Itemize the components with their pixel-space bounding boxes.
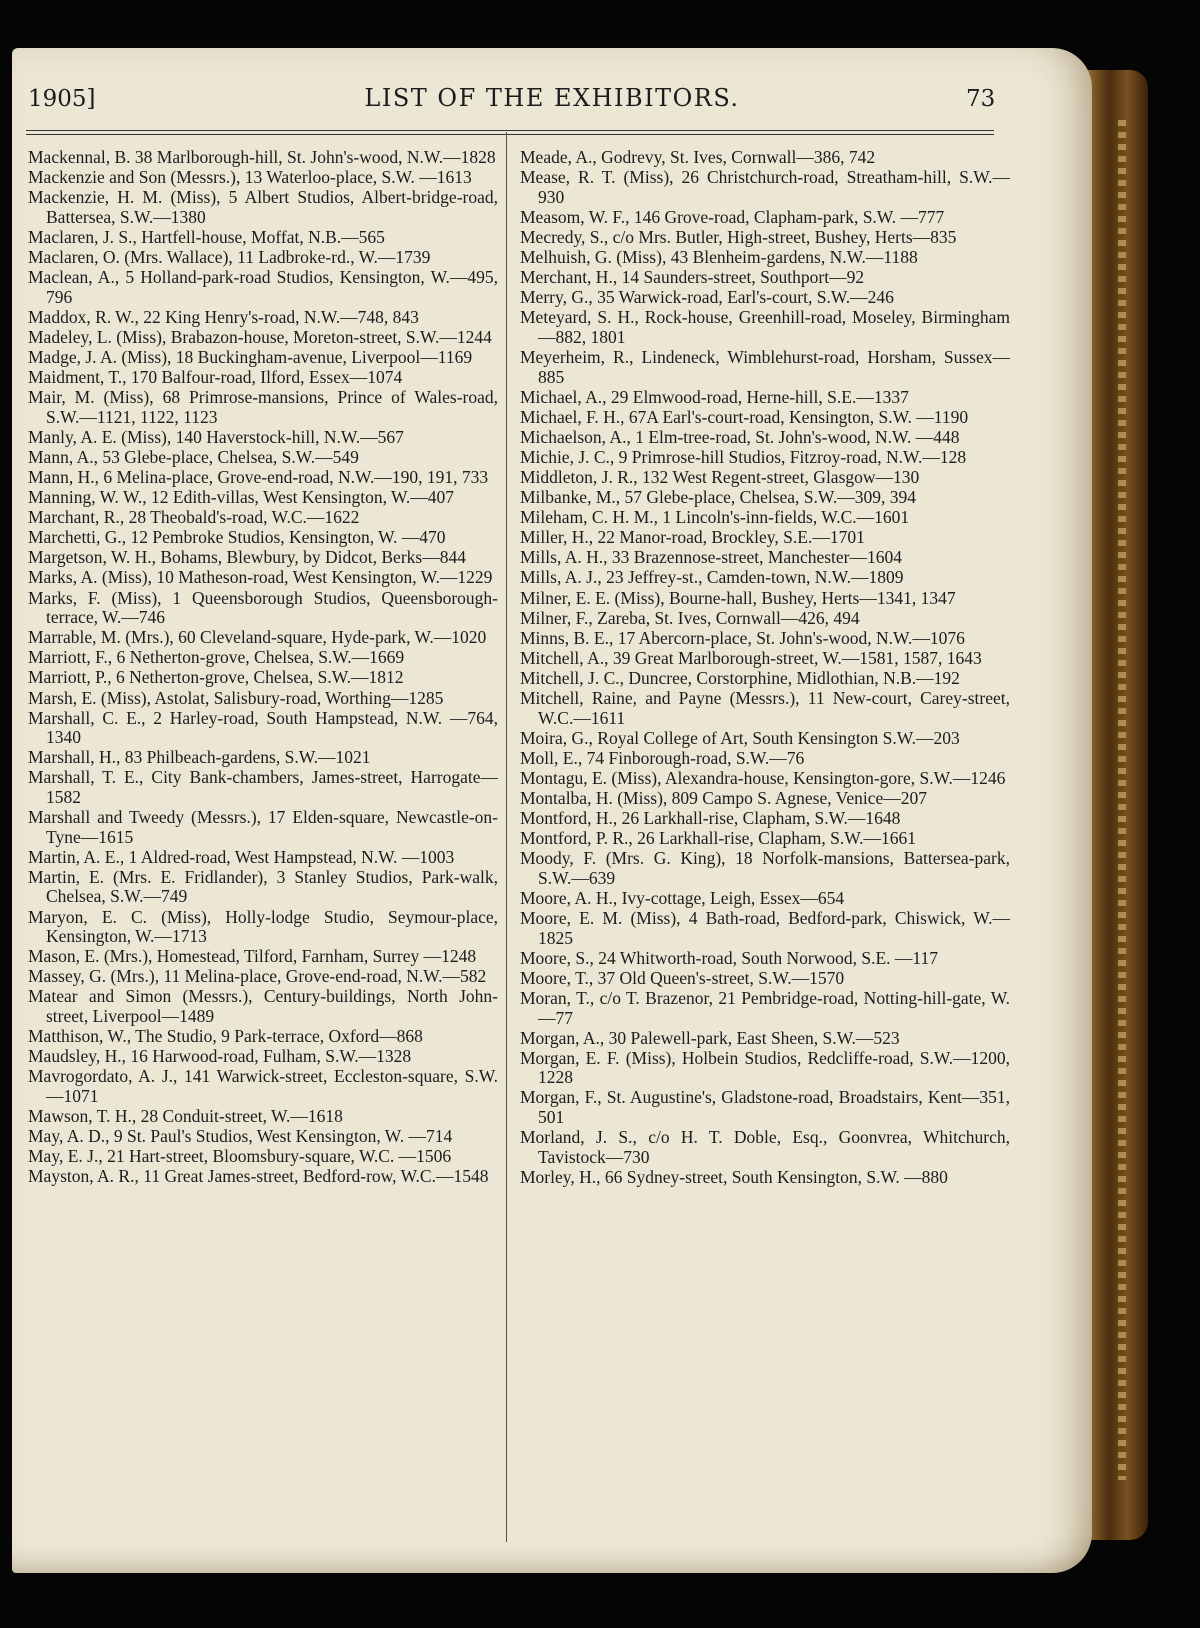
header-rule bbox=[26, 134, 994, 135]
exhibitor-entry: Milner, F., Zareba, St. Ives, Cornwall—426, 494 bbox=[520, 607, 860, 628]
exhibitor-entry: Michael, A., 29 Elmwood-road, Herne-hill, S.E.—1337 bbox=[520, 386, 909, 407]
exhibitor-entry: Merry, G., 35 Warwick-road, Earl's-court, S.W.—246 bbox=[520, 287, 894, 308]
exhibitor-entry: Mawson, T. H., 28 Conduit-street, W.—1618 bbox=[28, 1106, 343, 1126]
exhibitor-entry: Marshall, H., 83 Philbeach-gardens, S.W.—1021 bbox=[28, 747, 371, 768]
exhibitor-entry: Moody, F. (Mrs. G. King), 18 Norfolk-mansions, Battersea-park, S.W.—639 bbox=[520, 848, 1010, 888]
exhibitor-entry: Michaelson, A., 1 Elm-tree-road, St. John's-wood, N.W. —448 bbox=[520, 426, 960, 447]
exhibitor-entry: Minns, B. E., 17 Abercorn-place, St. John's-wood, N.W.—1076 bbox=[520, 627, 965, 648]
exhibitor-entry: Maidment, T., 170 Balfour-road, Ilford, Essex—1074 bbox=[28, 367, 403, 388]
exhibitor-entry: Mileham, C. H. M., 1 Lincoln's-inn-fields, W.C.—1601 bbox=[520, 507, 910, 528]
exhibitor-entry: Michie, J. C., 9 Primrose-hill Studios, Fitzroy-road, N.W.—128 bbox=[520, 446, 967, 467]
exhibitor-entry: Moore, A. H., Ivy-cottage, Leigh, Essex—654 bbox=[520, 887, 845, 908]
exhibitor-entry: May, E. J., 21 Hart-street, Bloomsbury-square, W.C. —1506 bbox=[28, 1146, 452, 1167]
exhibitor-entry: Marks, F. (Miss), 1 Queensborough Studios, Queensborough-terrace, W.—746 bbox=[28, 587, 498, 628]
exhibitor-entry: Marshall, T. E., City Bank-chambers, James-street, Harrogate—1582 bbox=[28, 767, 498, 807]
exhibitor-entry: Moran, T., c/o T. Brazenor, 21 Pembridge-road, Notting-hill-gate, W.—77 bbox=[520, 987, 1010, 1028]
exhibitor-entry: Maddox, R. W., 22 King Henry's-road, N.W.—748, 843 bbox=[28, 306, 419, 327]
exhibitor-entry: Measom, W. F., 146 Grove-road, Clapham-park, S.W. —777 bbox=[520, 206, 945, 227]
exhibitor-entry: Michael, F. H., 67A Earl's-court-road, Kensington, S.W. —1190 bbox=[520, 406, 969, 427]
left-column bbox=[28, 148, 498, 1187]
exhibitor-entry: Meyerheim, R., Lindeneck, Wimblehurst-road, Horsham, Sussex—885 bbox=[520, 346, 1010, 387]
exhibitor-entry: Marchetti, G., 12 Pembroke Studios, Kensington, W. —470 bbox=[28, 527, 446, 548]
exhibitor-entry: Mecredy, S., c/o Mrs. Butler, High-street, Bushey, Herts—835 bbox=[520, 226, 957, 247]
exhibitor-entry: May, A. D., 9 St. Paul's Studios, West Kensington, W. —714 bbox=[28, 1126, 453, 1147]
exhibitor-entry: Matthison, W., The Studio, 9 Park-terrace, Oxford—868 bbox=[28, 1026, 423, 1047]
exhibitor-entry: Morgan, E. F. (Miss), Holbein Studios, Redcliffe-road, S.W.—1200, 1228 bbox=[520, 1047, 1010, 1088]
exhibitor-entry: Massey, G. (Mrs.), 11 Melina-place, Grove-end-road, N.W.—582 bbox=[28, 966, 487, 987]
exhibitor-entry: Moore, T., 37 Old Queen's-street, S.W.—1570 bbox=[520, 967, 845, 988]
exhibitor-entry: Merchant, H., 14 Saunders-street, Southport—92 bbox=[520, 267, 865, 288]
page-number: 73 bbox=[966, 86, 996, 112]
exhibitor-entry: Mills, A. H., 33 Brazennose-street, Manchester—1604 bbox=[520, 547, 903, 568]
exhibitor-entry: Mann, H., 6 Melina-place, Grove-end-road, N.W.—190, 191, 733 bbox=[28, 467, 489, 487]
exhibitor-entry: Morley, H., 66 Sydney-street, South Kensington, S.W. —880 bbox=[520, 1166, 948, 1187]
exhibitor-entry: Morgan, A., 30 Palewell-park, East Sheen, S.W.—523 bbox=[520, 1027, 900, 1048]
exhibitor-entry: Mann, A., 53 Glebe-place, Chelsea, S.W.—549 bbox=[28, 446, 359, 467]
exhibitor-entry: Melhuish, G. (Miss), 43 Blenheim-gardens, N.W.—1188 bbox=[520, 246, 918, 267]
exhibitor-entry: Mills, A. J., 23 Jeffrey-st., Camden-town, N.W.—1809 bbox=[520, 567, 904, 588]
page-title: LIST OF THE EXHIBITORS. bbox=[364, 84, 740, 112]
exhibitor-entry: Martin, E. (Mrs. E. Fridlander), 3 Stanley Studios, Park-walk, Chelsea, S.W.—749 bbox=[28, 866, 498, 907]
book-page bbox=[12, 48, 1092, 1573]
exhibitor-entry: Madge, J. A. (Miss), 18 Buckingham-avenue, Liverpool—1169 bbox=[28, 346, 473, 367]
exhibitor-entry: Manly, A. E. (Miss), 140 Haverstock-hill, N.W.—567 bbox=[28, 426, 404, 447]
exhibitor-entry: Moore, S., 24 Whitworth-road, South Norwood, S.E. —117 bbox=[520, 947, 939, 968]
exhibitor-entry: Marriott, P., 6 Netherton-grove, Chelsea, S.W.—1812 bbox=[28, 667, 404, 688]
exhibitor-entry: Montford, H., 26 Larkhall-rise, Clapham, S.W.—1648 bbox=[520, 808, 901, 829]
exhibitor-entry: Marrable, M. (Mrs.), 60 Cleveland-square, Hyde-park, W.—1020 bbox=[28, 627, 487, 648]
exhibitor-entry: Mitchell, A., 39 Great Marlborough-street, W.—1581, 1587, 1643 bbox=[520, 647, 982, 668]
exhibitor-entry: Marriott, F., 6 Netherton-grove, Chelsea, S.W.—1669 bbox=[28, 647, 405, 668]
exhibitor-entry: Maclaren, J. S., Hartfell-house, Moffat, N.B.—565 bbox=[28, 226, 385, 247]
exhibitor-entry: Montalba, H. (Miss), 809 Campo S. Agnese, Venice—207 bbox=[520, 788, 928, 808]
exhibitor-entry: Mitchell, Raine, and Payne (Messrs.), 11 New-court, Carey-street, W.C.—1611 bbox=[520, 688, 1010, 728]
exhibitor-entry: Marks, A. (Miss), 10 Matheson-road, West Kensington, W.—1229 bbox=[28, 567, 493, 588]
exhibitor-entry: Mackennal, B. 38 Marlborough-hill, St. John's-wood, N.W.—1828 bbox=[28, 147, 496, 167]
page-edges bbox=[1118, 120, 1126, 1480]
exhibitor-entry: Marchant, R., 28 Theobald's-road, W.C.—1622 bbox=[28, 507, 360, 528]
exhibitor-entry: Mackenzie and Son (Messrs.), 13 Waterloo-place, S.W. —1613 bbox=[28, 167, 472, 188]
exhibitor-entry: Marshall and Tweedy (Messrs.), 17 Elden-square, Newcastle-on-Tyne—1615 bbox=[28, 807, 498, 847]
exhibitor-entry: Martin, A. E., 1 Aldred-road, West Hampstead, N.W. —1003 bbox=[28, 846, 455, 867]
exhibitor-entry: Manning, W. W., 12 Edith-villas, West Kensington, W.—407 bbox=[28, 487, 455, 508]
exhibitor-entry: Mason, E. (Mrs.), Homestead, Tilford, Farnham, Surrey —1248 bbox=[28, 946, 477, 967]
exhibitor-entry: Maclaren, O. (Mrs. Wallace), 11 Ladbroke-rd., W.—1739 bbox=[28, 246, 431, 267]
exhibitor-entry: Mayston, A. R., 11 Great James-street, Bedford-row, W.C.—1548 bbox=[28, 1166, 489, 1187]
exhibitor-entry: Mair, M. (Miss), 68 Primrose-mansions, Prince of Wales-road, S.W.—1121, 1122, 1123 bbox=[28, 387, 498, 427]
exhibitor-entry: Morgan, F., St. Augustine's, Gladstone-road, Broadstairs, Kent—351, 501 bbox=[520, 1087, 1010, 1127]
exhibitor-entry: Marshall, C. E., 2 Harley-road, South Hampstead, N.W. —764, 1340 bbox=[28, 707, 498, 748]
exhibitor-entry: Moll, E., 74 Finborough-road, S.W.—76 bbox=[520, 747, 805, 768]
exhibitor-entry: Mavrogordato, A. J., 141 Warwick-street, Eccleston-square, S.W.—1071 bbox=[28, 1066, 498, 1106]
right-column bbox=[520, 148, 1010, 1188]
exhibitor-entry: Milner, E. E. (Miss), Bourne-hall, Bushey, Herts—1341, 1347 bbox=[520, 587, 956, 608]
exhibitor-entry: Maclean, A., 5 Holland-park-road Studios, Kensington, W.—495, 796 bbox=[28, 267, 498, 307]
exhibitor-entry: Moore, E. M. (Miss), 4 Bath-road, Bedford-park, Chiswick, W.—1825 bbox=[520, 908, 1010, 948]
exhibitor-entry: Montagu, E. (Miss), Alexandra-house, Kensington-gore, S.W.—1246 bbox=[520, 767, 1006, 788]
exhibitor-entry: Montford, P. R., 26 Larkhall-rise, Clapham, S.W.—1661 bbox=[520, 828, 916, 849]
exhibitor-entry: Marsh, E. (Miss), Astolat, Salisbury-road, Worthing—1285 bbox=[28, 687, 444, 708]
exhibitor-entry: Mease, R. T. (Miss), 26 Christchurch-road, Streatham-hill, S.W.—930 bbox=[520, 167, 1010, 207]
exhibitor-entry: Milbanke, M., 57 Glebe-place, Chelsea, S.W.—309, 394 bbox=[520, 487, 916, 508]
column-divider bbox=[506, 132, 507, 1542]
running-head-year: 1905] bbox=[28, 86, 96, 112]
exhibitor-entry: Meteyard, S. H., Rock-house, Greenhill-road, Moseley, Birmingham—882, 1801 bbox=[520, 307, 1010, 347]
exhibitor-entry: Middleton, J. R., 132 West Regent-street, Glasgow—130 bbox=[520, 467, 920, 487]
exhibitor-entry: Margetson, W. H., Bohams, Blewbury, by Didcot, Berks—844 bbox=[28, 547, 466, 568]
exhibitor-entry: Matear and Simon (Messrs.), Century-buildings, North John-street, Liverpool—1489 bbox=[28, 986, 498, 1027]
exhibitor-entry: Meade, A., Godrevy, St. Ives, Cornwall—386, 742 bbox=[520, 147, 876, 167]
exhibitor-entry: Mitchell, J. C., Duncree, Corstorphine, Midlothian, N.B.—192 bbox=[520, 667, 960, 688]
exhibitor-entry: Maudsley, H., 16 Harwood-road, Fulham, S.W.—1328 bbox=[28, 1046, 412, 1067]
exhibitor-entry: Miller, H., 22 Manor-road, Brockley, S.E.—1701 bbox=[520, 527, 865, 548]
exhibitor-entry: Madeley, L. (Miss), Brabazon-house, Moreton-street, S.W.—1244 bbox=[28, 326, 492, 347]
exhibitor-entry: Mackenzie, H. M. (Miss), 5 Albert Studios, Albert-bridge-road, Battersea, S.W.—1380 bbox=[28, 187, 498, 227]
header-rule bbox=[26, 130, 994, 131]
exhibitor-entry: Moira, G., Royal College of Art, South Kensington S.W.—203 bbox=[520, 727, 960, 748]
exhibitor-entry: Morland, J. S., c/o H. T. Doble, Esq., Goonvrea, Whitchurch, Tavistock—730 bbox=[520, 1127, 1010, 1167]
exhibitor-entry: Maryon, E. C. (Miss), Holly-lodge Studio, Seymour-place, Kensington, W.—1713 bbox=[28, 906, 498, 947]
